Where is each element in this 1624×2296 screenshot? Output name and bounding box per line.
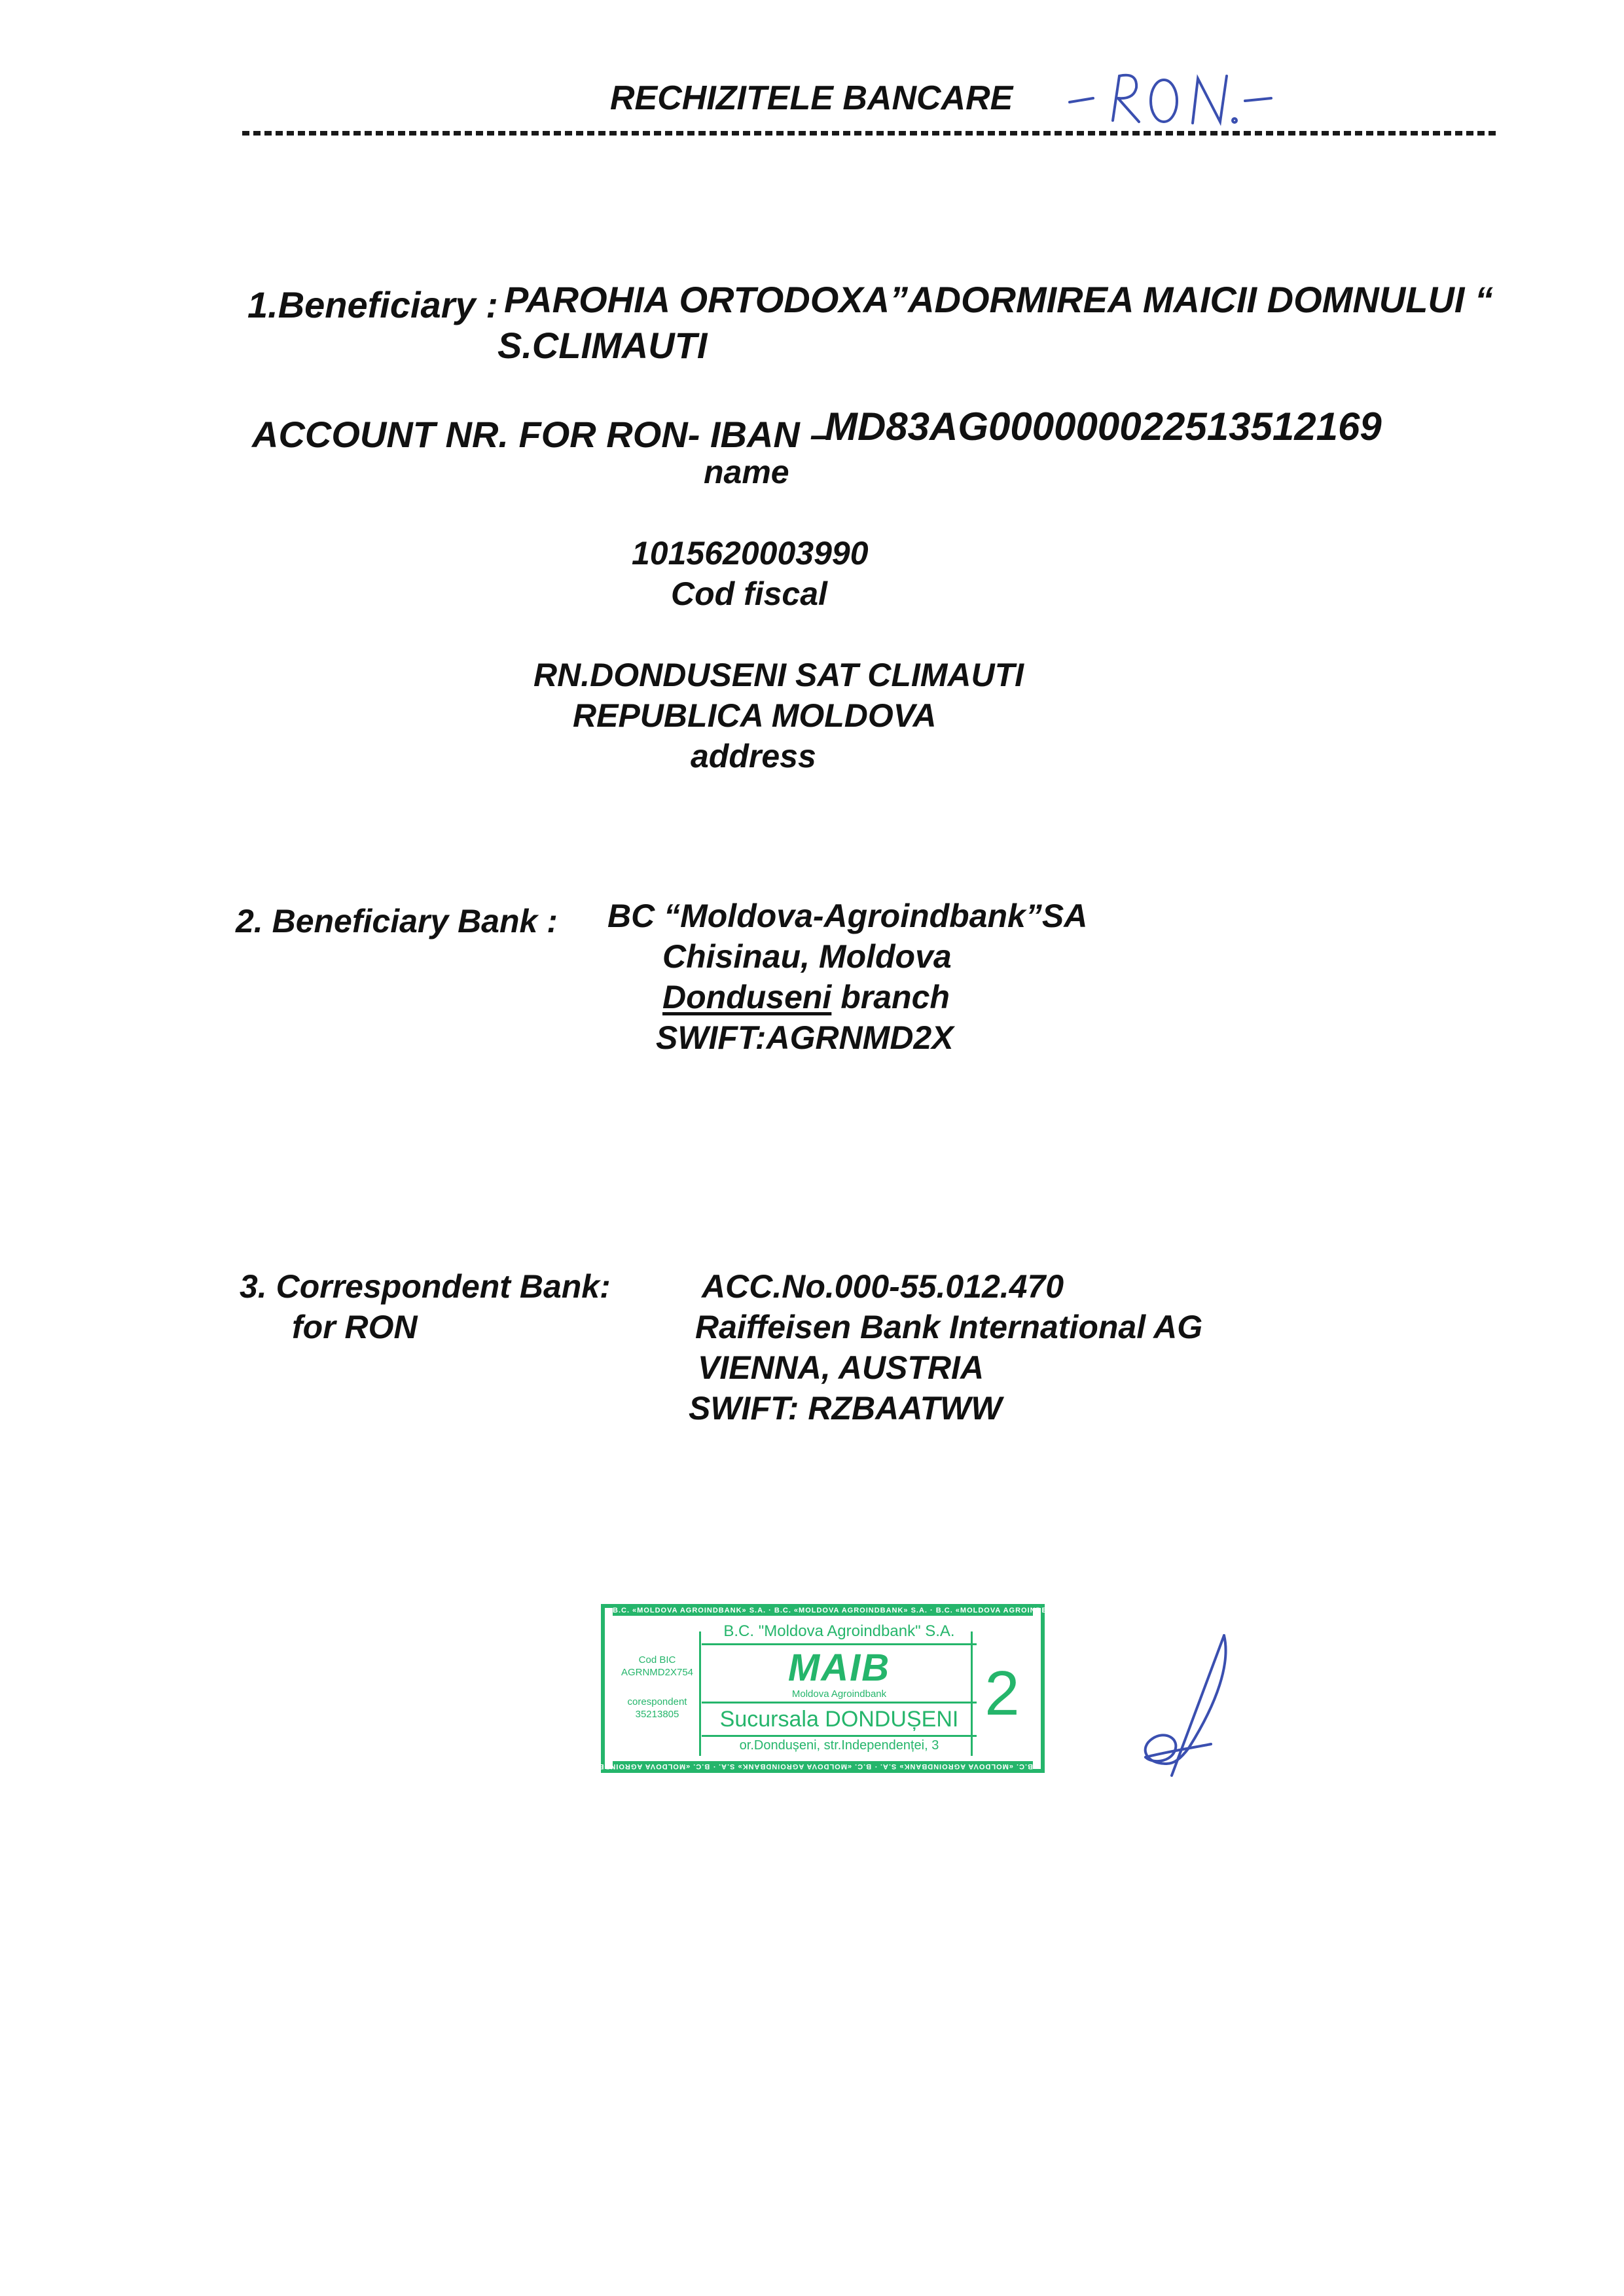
stamp-left-panel — [615, 1631, 701, 1756]
handwritten-ron-note — [1060, 63, 1276, 135]
correspondent-account: ACC.No.000-55.012.470 — [702, 1268, 1064, 1305]
stamp-corr: 35213805 — [635, 1709, 679, 1720]
stamp-address: or.Dondușeni, str.Independenței, 3 — [739, 1738, 939, 1753]
name-caption: name — [704, 454, 789, 490]
beneficiary-bank-city: Chisinau, Moldova — [662, 938, 952, 975]
address-caption: address — [691, 738, 816, 774]
fiscal-code-value: 1015620003990 — [632, 535, 869, 572]
correspondent-bank-label: 3. Correspondent Bank: — [240, 1268, 611, 1305]
correspondent-bank-label-sub: for RON — [292, 1309, 418, 1345]
beneficiary-bank-branch — [662, 981, 950, 1013]
iban-value: MD83AG000000022513512169 — [825, 405, 1382, 448]
correspondent-bank-swift: SWIFT: RZBAATWW — [689, 1390, 1002, 1427]
branch-word: branch — [840, 979, 950, 1015]
beneficiary-label: 1.Beneficiary : — [247, 284, 498, 325]
stamp-branch: Sucursala DONDUȘENI — [702, 1702, 977, 1737]
account-label: ACCOUNT NR. FOR RON- IBAN – — [252, 414, 831, 455]
stamp-band-top: B.C. «MOLDOVA AGROINDBANK» S.A. · B.C. «MOLDOVA AGROINDBANK» S.A. · B.C. «MOLDOVA AGROINDBANK» S.A. — [613, 1607, 1089, 1614]
beneficiary-name-line2: S.CLIMAUTI — [497, 325, 708, 366]
address-line2: REPUBLICA MOLDOVA — [573, 697, 937, 734]
correspondent-bank-city: VIENNA, AUSTRIA — [698, 1349, 984, 1386]
beneficiary-bank-label: 2. Beneficiary Bank : — [236, 903, 558, 939]
correspondent-bank-name: Raiffeisen Bank International AG — [695, 1309, 1203, 1345]
stamp-bic-label: Cod BIC — [638, 1654, 676, 1666]
stamp-logo-sub: Moldova Agroindbank — [791, 1688, 887, 1700]
stamp-corr-label: corespondent — [627, 1696, 687, 1707]
stamp-bic: AGRNMD2X754 — [621, 1667, 694, 1678]
bank-stamp — [556, 1604, 1089, 1773]
document-title: RECHIZITELE BANCARE — [610, 79, 1013, 117]
address-line1: RN.DONDUSENI SAT CLIMAUTI — [533, 657, 1024, 693]
signature — [1126, 1624, 1257, 1794]
stamp-logo: MAIB — [787, 1647, 891, 1689]
stamp-number: 2 — [971, 1631, 1032, 1756]
branch-name: Donduseni — [662, 979, 832, 1015]
stamp-band-bottom: B.C. «MOLDOVA AGROINDBANK» S.A. · B.C. «MOLDOVA AGROINDBANK» S.A. · B.C. «MOLDOVA AGROINDBANK» S.A. — [556, 1762, 1033, 1770]
stamp-center-panel — [702, 1621, 977, 1765]
stamp-bank-name: B.C. "Moldova Agroindbank" S.A. — [702, 1621, 977, 1645]
beneficiary-name-line1: PAROHIA ORTODOXA”ADORMIREA MAICII DOMNULUI “ — [504, 279, 1493, 320]
header-dashed-rule — [242, 131, 1499, 136]
fiscal-code-caption: Cod fiscal — [671, 575, 827, 612]
beneficiary-bank-name: BC “Moldova-Agroindbank”SA — [607, 898, 1088, 934]
beneficiary-bank-swift: SWIFT:AGRNMD2X — [656, 1019, 954, 1056]
